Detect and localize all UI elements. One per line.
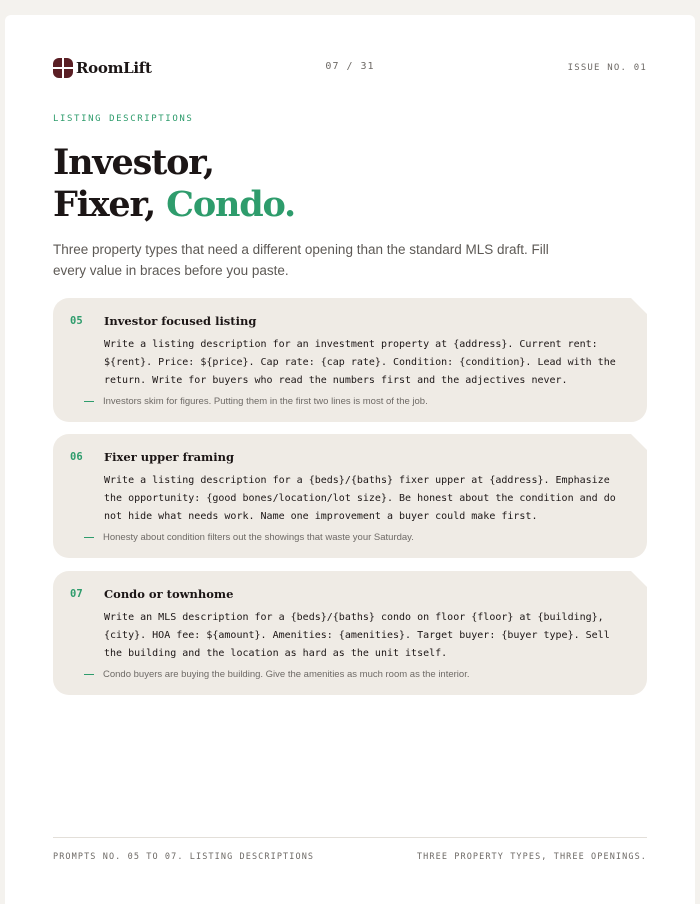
prompt-note-text: Condo buyers are buying the building. Give the amenities as much room as the interior. bbox=[103, 669, 470, 680]
footer-right-text: THREE PROPERTY TYPES, THREE OPENINGS. bbox=[416, 852, 647, 862]
prompt-title: Investor focused listing bbox=[104, 314, 257, 328]
footer-left-text: PROMPTS NO. 05 TO 07. LISTING DESCRIPTIONS bbox=[53, 852, 315, 862]
prompt-note bbox=[84, 532, 414, 543]
dash-icon bbox=[84, 537, 94, 539]
prompt-note bbox=[84, 669, 469, 680]
section-kicker: LISTING DESCRIPTIONS bbox=[53, 114, 194, 124]
page-header bbox=[53, 58, 647, 82]
prompt-card bbox=[53, 298, 647, 422]
brand-name: RoomLift bbox=[76, 59, 152, 77]
document-page bbox=[5, 15, 695, 904]
prompt-text: Write an MLS description for a {beds}/{baths} condo on floor {floor} at {building}, {city}. HOA fee: ${amount}. Amenities: {amenities}. Target buyer: {buyer type}. Sell the building and the location as hard as the unit itself. bbox=[104, 612, 610, 659]
title-line-1: Investor, bbox=[53, 142, 214, 183]
dash-icon bbox=[84, 674, 94, 676]
prompt-number: 06 bbox=[70, 451, 83, 463]
prompt-title: Fixer upper framing bbox=[104, 450, 234, 464]
prompt-card bbox=[53, 571, 647, 695]
title-line-2: Fixer, bbox=[53, 184, 156, 225]
prompt-text: Write a listing description for a {beds}/{baths} fixer upper at {address}. Emphasize the opportunity: {good bones/location/lot size}. Be honest about the condition and do not hide what needs work. Name one improvement a buyer could make first. bbox=[104, 475, 616, 522]
prompt-text: Write a listing description for an investment property at {address}. Current rent: ${rent}. Price: ${price}. Cap rate: {cap rate}. Condition: {condition}. Lead with the return. Write for buyers who read the numbers first and the adjectives never. bbox=[104, 339, 616, 386]
prompt-card bbox=[53, 434, 647, 558]
prompt-number: 05 bbox=[70, 315, 83, 327]
prompt-number: 07 bbox=[70, 588, 83, 600]
prompt-note-text: Investors skim for figures. Putting them in the first two lines is most of the job. bbox=[103, 396, 428, 407]
intro-paragraph: Three property types that need a different opening than the standard MLS draft. Fill every value in braces before you paste. bbox=[53, 242, 549, 278]
dash-icon bbox=[84, 401, 94, 403]
prompt-note-text: Honesty about condition filters out the showings that waste your Saturday. bbox=[103, 532, 414, 543]
prompt-title: Condo or townhome bbox=[104, 587, 234, 601]
footer-divider bbox=[53, 837, 647, 838]
title-accent: Condo. bbox=[166, 184, 296, 225]
page-title bbox=[53, 142, 295, 226]
prompt-note bbox=[84, 396, 428, 407]
issue-label: ISSUE NO. 01 bbox=[567, 63, 647, 73]
page-number: 07 / 31 bbox=[325, 61, 375, 72]
